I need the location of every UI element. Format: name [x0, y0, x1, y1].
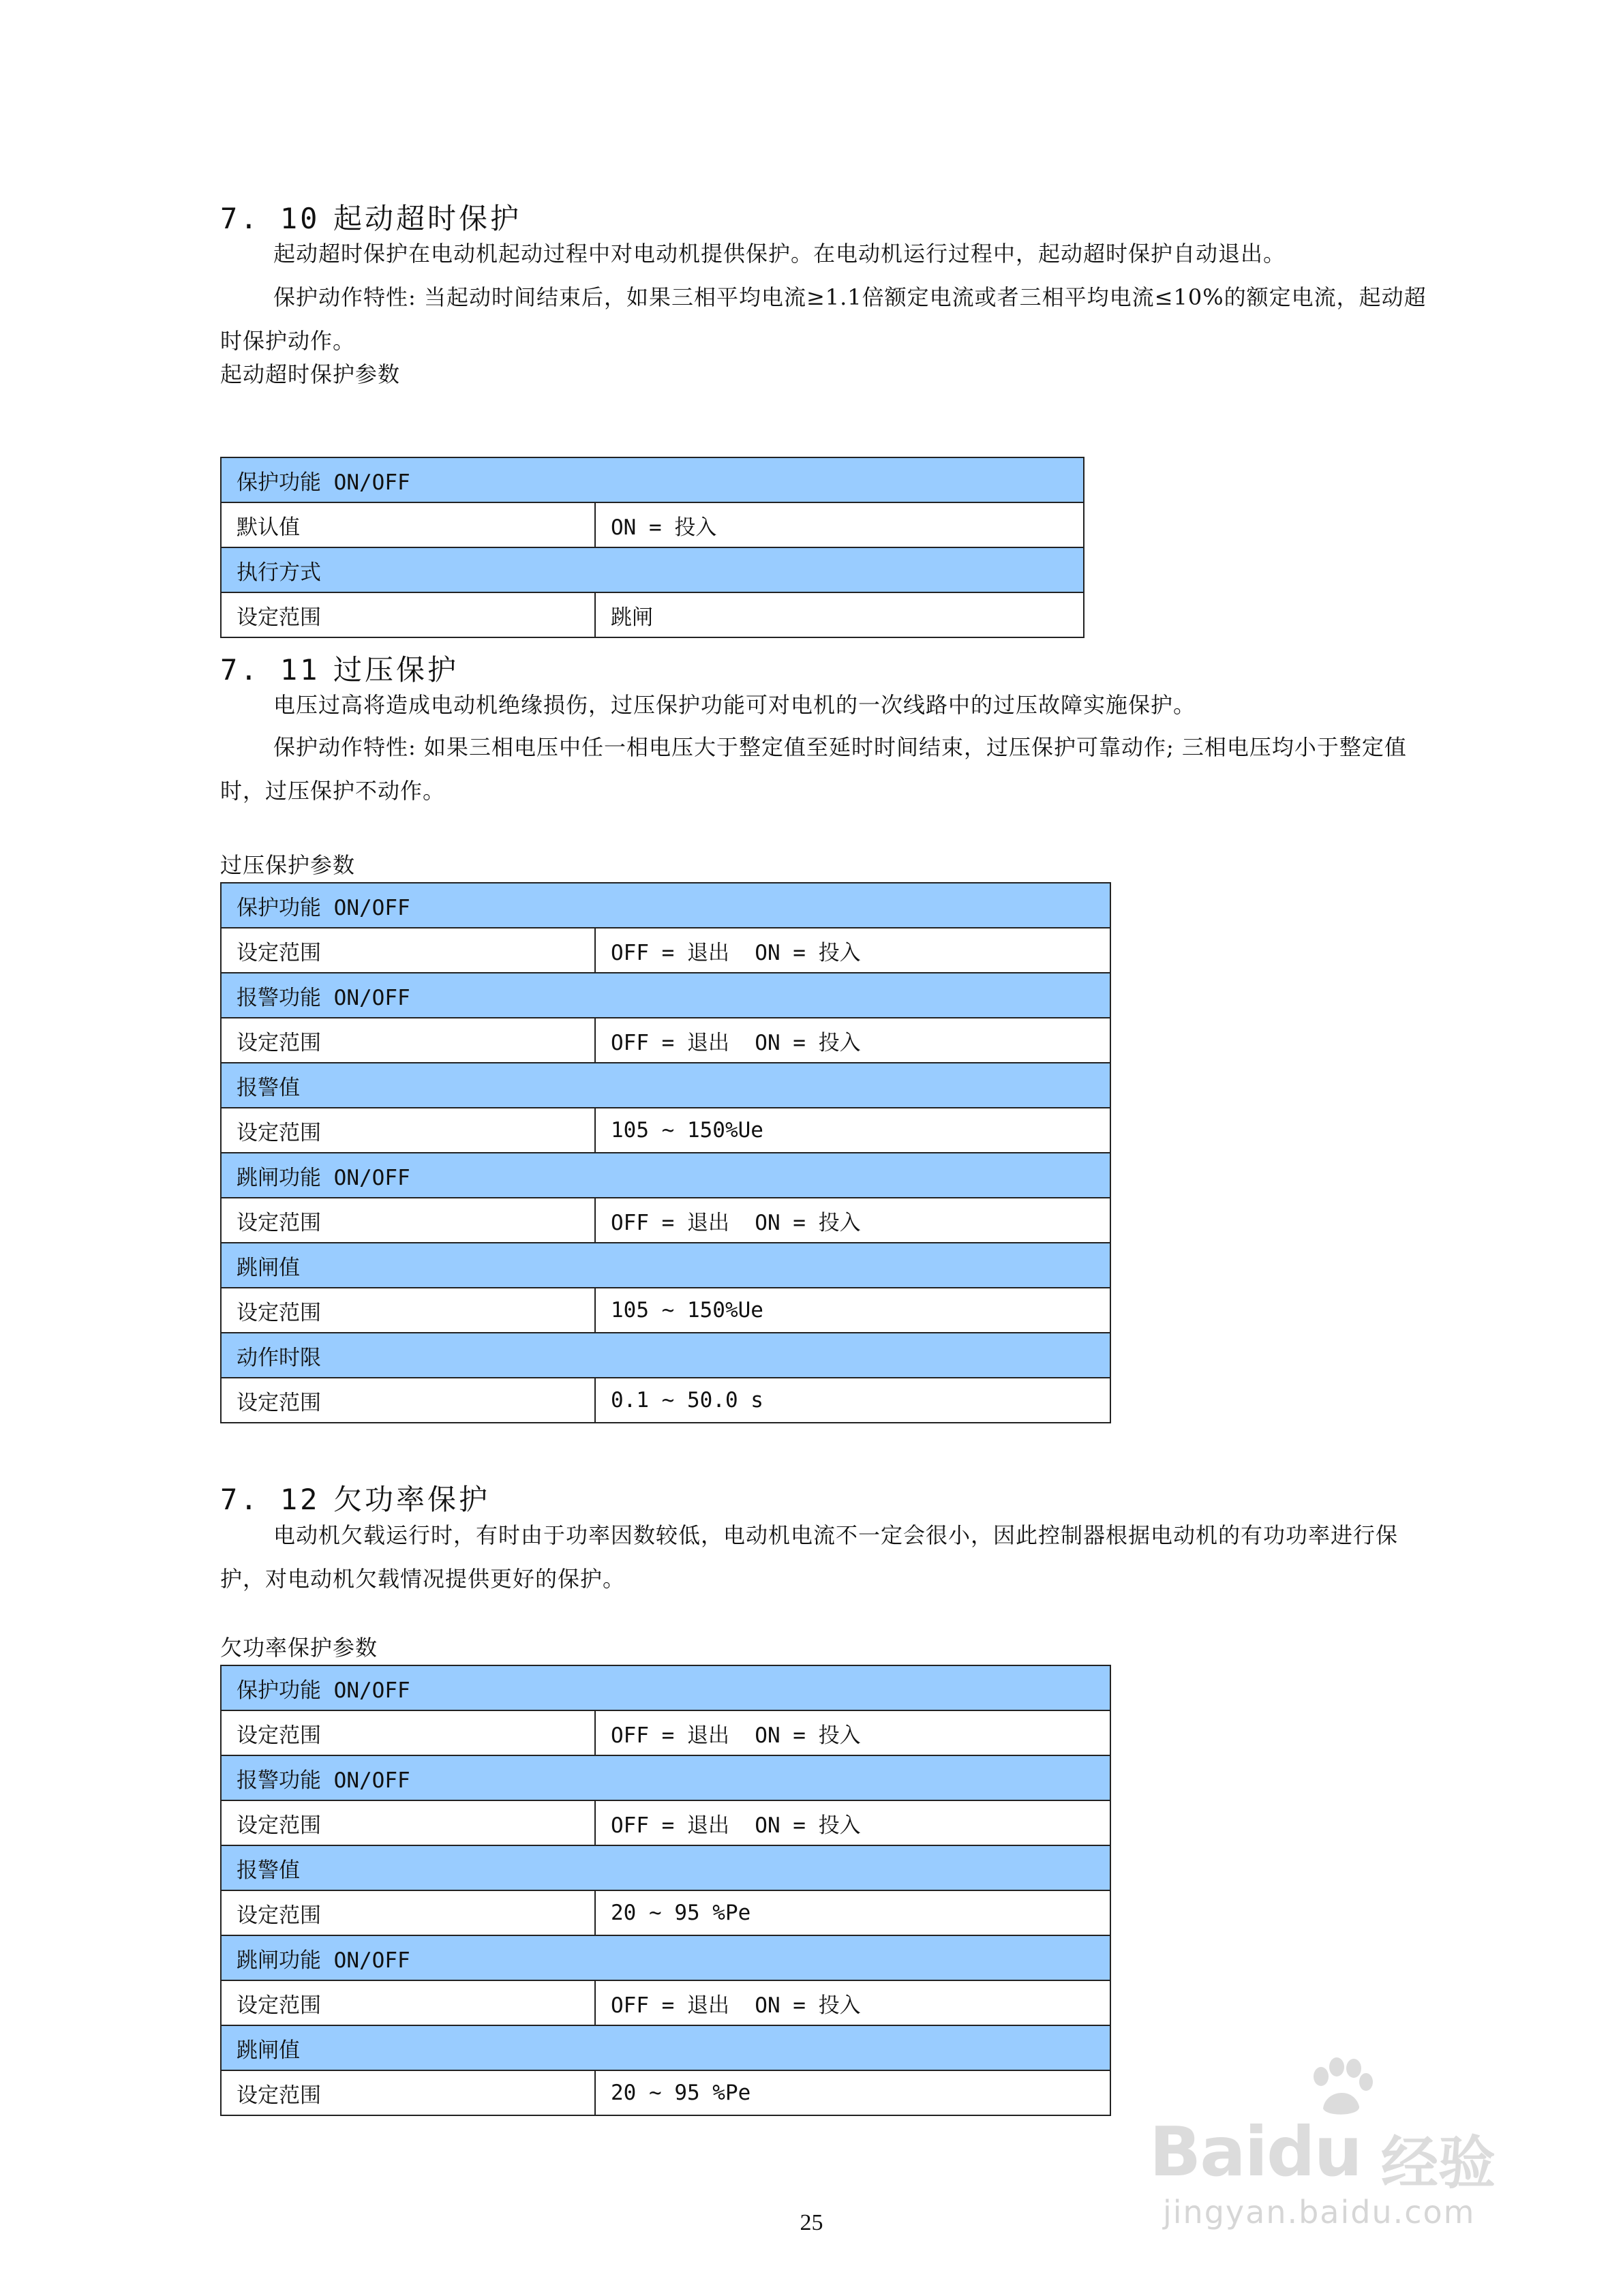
- watermark-url: jingyan.baidu.com: [1163, 2194, 1476, 2231]
- table-row: [221, 1153, 1110, 1198]
- table-row: [221, 1288, 1110, 1333]
- section-number: 7. 12: [220, 1483, 320, 1516]
- table-row: [221, 1333, 1110, 1378]
- table-cell: 默认值: [221, 502, 595, 547]
- section-number: 7. 10: [220, 202, 320, 235]
- table-row: [221, 1665, 1110, 1710]
- table-cell: 跳闸: [595, 592, 1084, 637]
- table-cell: 20 ~ 95 %Pe: [595, 1890, 1110, 1935]
- table-row: [221, 2025, 1110, 2070]
- table-row: [221, 457, 1084, 502]
- watermark-brand: Baidu: [1149, 2112, 1361, 2192]
- watermark-cn: 经验: [1381, 2130, 1496, 2196]
- table-cell: 设定范围: [221, 1980, 595, 2025]
- table-row: [221, 1845, 1110, 1890]
- table-cell: 设定范围: [221, 1800, 595, 1845]
- overvoltage-param-table: [220, 882, 1111, 1423]
- table-row: [221, 1935, 1110, 1980]
- baidu-jingyan-watermark: [1149, 2057, 1531, 2231]
- table-cell: 设定范围: [221, 1198, 595, 1243]
- section-heading-7-12: [220, 1477, 490, 1518]
- table-row: [221, 1018, 1110, 1063]
- table-cell: 执行方式: [221, 547, 1084, 592]
- table-cell: OFF = 退出 ON = 投入: [595, 1980, 1110, 2025]
- table-cell: OFF = 退出 ON = 投入: [595, 1710, 1110, 1755]
- section-heading-7-10: [220, 196, 521, 237]
- table-cell: OFF = 退出 ON = 投入: [595, 1198, 1110, 1243]
- table-cell: 动作时限: [221, 1333, 1110, 1378]
- table-caption: 起动超时保护参数: [220, 361, 401, 387]
- table-cell: OFF = 退出 ON = 投入: [595, 928, 1110, 973]
- table-row: [221, 1243, 1110, 1288]
- table-cell: 设定范围: [221, 1378, 595, 1423]
- table-caption: 过压保护参数: [220, 852, 356, 878]
- table-cell: 报警值: [221, 1063, 1110, 1108]
- table-cell: 跳闸功能 ON/OFF: [221, 1153, 1110, 1198]
- table-row: [221, 883, 1110, 928]
- table-row: [221, 2070, 1110, 2115]
- table-cell: 0.1 ~ 50.0 s: [595, 1378, 1110, 1423]
- table-cell: 保护功能 ON/OFF: [221, 457, 1084, 502]
- table-row: [221, 1980, 1110, 2025]
- table-cell: 设定范围: [221, 1108, 595, 1153]
- table-row: [221, 1063, 1110, 1108]
- table-cell: 105 ~ 150%Ue: [595, 1108, 1110, 1153]
- table-cell: OFF = 退出 ON = 投入: [595, 1018, 1110, 1063]
- section-title: 欠功率保护: [333, 1483, 491, 1516]
- paragraph: 保护动作特性: 当起动时间结束后，如果三相平均电流≥1.1倍额定电流或者三相平均电流≤10%的额定电流，起动超时保护动作。: [220, 284, 1427, 354]
- table-cell: 跳闸值: [221, 1243, 1110, 1288]
- table-cell: 设定范围: [221, 1710, 595, 1755]
- table-cell: 设定范围: [221, 592, 595, 637]
- table-row: [221, 1890, 1110, 1935]
- paw-icon: [1306, 2057, 1374, 2119]
- paragraph: 起动超时保护在电动机起动过程中对电动机提供保护。在电动机运行过程中，起动超时保护自动退出。: [273, 241, 1286, 267]
- section-title: 起动超时保护: [333, 202, 522, 235]
- table-caption: 欠功率保护参数: [220, 1635, 378, 1661]
- table-cell: 105 ~ 150%Ue: [595, 1288, 1110, 1333]
- table-cell: ON = 投入: [595, 502, 1084, 547]
- section-heading-7-11: [220, 648, 459, 689]
- table-row: [221, 1710, 1110, 1755]
- section-title: 过压保护: [333, 653, 459, 686]
- table-row: [221, 547, 1084, 592]
- underpower-param-table: [220, 1665, 1111, 2116]
- table-row: [221, 1108, 1110, 1153]
- paragraph: 电压过高将造成电动机绝缘损伤，过压保护功能可对电机的一次线路中的过压故障实施保护。: [273, 692, 1196, 718]
- paragraph: 电动机欠载运行时，有时由于功率因数较低，电动机电流不一定会很小，因此控制器根据电动机的有功功率进行保护，对电动机欠载情况提供更好的保护。: [220, 1522, 1399, 1592]
- table-cell: 设定范围: [221, 2070, 595, 2115]
- table-row: [221, 973, 1110, 1018]
- table-cell: 设定范围: [221, 1288, 595, 1333]
- table-cell: 报警功能 ON/OFF: [221, 973, 1110, 1018]
- table-row: [221, 1198, 1110, 1243]
- table-cell: 20 ~ 95 %Pe: [595, 2070, 1110, 2115]
- table-cell: 报警值: [221, 1845, 1110, 1890]
- table-row: [221, 502, 1084, 547]
- table-row: [221, 1378, 1110, 1423]
- table-row: [221, 1755, 1110, 1800]
- table-row: [221, 928, 1110, 973]
- table-cell: OFF = 退出 ON = 投入: [595, 1800, 1110, 1845]
- table-cell: 设定范围: [221, 1890, 595, 1935]
- table-cell: 跳闸值: [221, 2025, 1110, 2070]
- page-number: 25: [800, 2210, 823, 2235]
- table-row: [221, 1800, 1110, 1845]
- table-cell: 保护功能 ON/OFF: [221, 883, 1110, 928]
- section-number: 7. 11: [220, 653, 320, 686]
- table-cell: 保护功能 ON/OFF: [221, 1665, 1110, 1710]
- table-cell: 设定范围: [221, 928, 595, 973]
- table-cell: 设定范围: [221, 1018, 595, 1063]
- paragraph: 保护动作特性: 如果三相电压中任一相电压大于整定值至延时时间结束，过压保护可靠动作; 三相电压均小于整定值时，过压保护不动作。: [220, 734, 1407, 804]
- table-cell: 报警功能 ON/OFF: [221, 1755, 1110, 1800]
- table-cell: 跳闸功能 ON/OFF: [221, 1935, 1110, 1980]
- start-timeout-param-table: [220, 457, 1084, 638]
- table-row: [221, 592, 1084, 637]
